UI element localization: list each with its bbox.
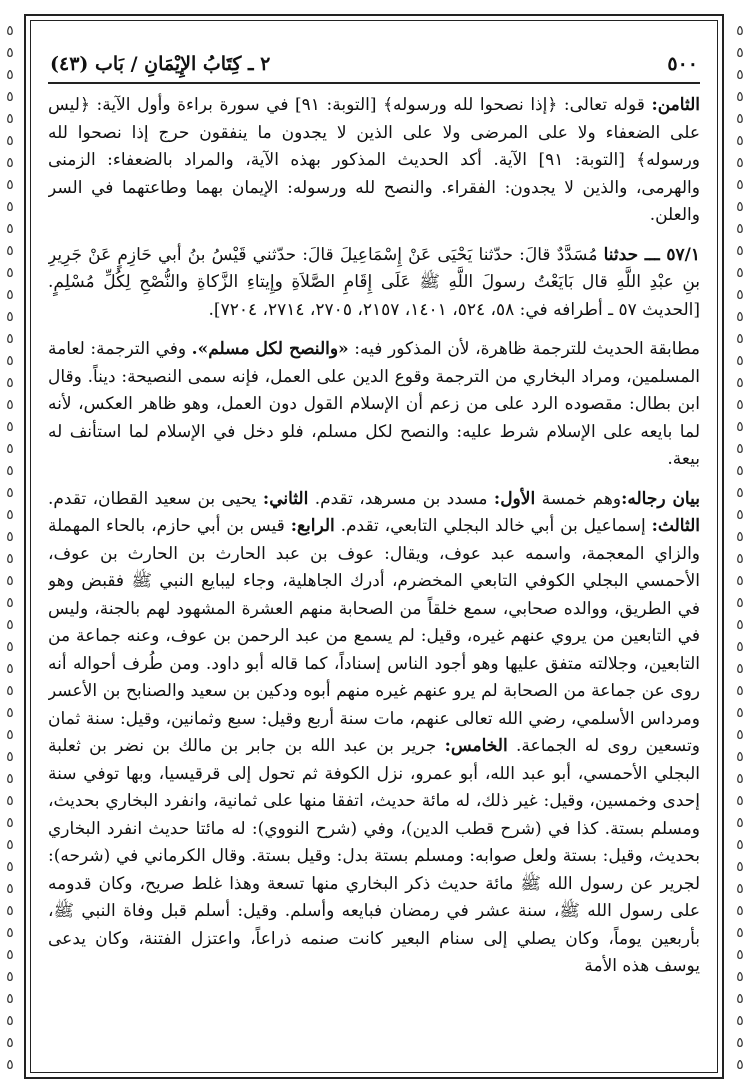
narrator-label: الرابع: xyxy=(290,516,335,536)
chapter-correspondence-paragraph xyxy=(48,336,700,474)
commentary-paragraph-eighth xyxy=(48,92,700,230)
page-number: ٥٠٠ xyxy=(667,53,698,75)
hadith-text: مُسَدَّدٌ قالَ: حدّثنا يَحْيَى عَنْ إِسْمَاعِيلَ قالَ: حدّثني قَيْسُ بنُ أبي حَازِمٍ عَنْ جَرِيرِ بنِ عبْدِ اللَّهِ قال بَايَعْتُ رسولَ اللَّهِ ﷺ عَلَى إِقَامِ الصَّلاَةِ وإِيتاءِ الزَّكاةِ والنُّصْحِ لِكُلِّ مُسْلِمٍ. [الحديث ٥٧ ـ أطرافه في: ٥٨، ٥٢٤، ١٤٠١، ٢١٥٧، ٢٧٠٥، ٢٧١٤، ٧٢٠٤]. xyxy=(48,244,700,320)
paragraph-text: وفي الترجمة: لعامة المسلمين، ومراد البخاري من الترجمة وقوع الدين على العمل، فإنه سمى النصيحة: ديناً. وقال ابن بطال: مقصوده الرد على من زعم أن الإسلام القول دون العمل، وهو ظاهر العكس، لأنه لما بايعه على الإسلام شرط عليه: والنصح لكل مسلم، فلو دخل في الإسلام لما استأنف له بيعة. xyxy=(48,339,700,469)
page-header xyxy=(48,50,700,84)
paragraph-text: مطابقة الحديث للترجمة ظاهرة، لأن المذكور فيه: xyxy=(348,339,700,359)
paragraph-text: قيس بن أبي حازم، بالحاء المهملة والزاي المعجمة، واسمه عبد عوف، ويقال: عوف بن عبد الحارث بن الحارث بن عوف، الأحمسي البجلي الكوفي التابعي المخضرم، أدرك الجاهلية، وجاء ليبايع النبي ﷺ فقبض وهو في الطريق، ووالده صحابي، سمع خلقاً من الصحابة منهم العشرة المشهود لهم بالجنة، وليس في التابعين من يروي عنهم غيره، وقيل: لم يسمع من عبد الرحمن بن عوف، وعنه جماعة من التابعين، وجلالته متفق عليها وهو أجود الناس إسناداً، كما قاله أبو داود. ومن طُرف أحواله أنه روى عن جماعة من الصحابة لم يرو عنهم غيره منهم أبوه ودكين بن سعيد والصنابح بن الأعسر ومرداس الأسلمي، رضي الله تعالى عنهم، مات سنة أربع وقيل: سبع وثمانين، وقيل: سنة ثمان وتسعين روى له الجماعة. xyxy=(48,516,700,756)
quoted-phrase: «والنصح لكل مسلم». xyxy=(191,339,349,359)
book-chapter-title: ٢ ـ كِتَابُ الإِيْمَانِ / بَاب (٤٣) xyxy=(50,53,271,75)
paragraph-lead: الثامن: xyxy=(651,95,700,115)
paragraph-text: وهم خمسة xyxy=(535,488,622,509)
paragraph-text: قوله تعالى: ﴿إذا نصحوا لله ورسوله﴾ [التوبة: ٩١] في سورة براءة وأول الآية: ﴿ليس على الضعفاء ولا على المرضى ولا على الذين لا يجدون ما ينفقون حرج إذا نصحوا لله ورسوله﴾ [التوبة: ٩١] الآية. أكد الحديث المذكور بهذه الآية، والمراد بالضعفاء: الزمنى والهرمى، والذين لا يجدون: الفقراء. والنصح لله ورسوله: الإيمان بهما وطاعتهما في السر والعلن. xyxy=(48,95,700,225)
narrator-label: الأول: xyxy=(493,488,536,509)
paragraph-text: مسدد بن مسرهد، تقدم. xyxy=(308,488,494,509)
left-edge-ornament: ٥ ٥ ٥ ٥ ٥ ٥ ٥ ٥ ٥ ٥ ٥ ٥ ٥ ٥ ٥ ٥ ٥ ٥ ٥ ٥ ٥ ٥ ٥ ٥ ٥ ٥ ٥ ٥ ٥ ٥ ٥ ٥ ٥ ٥ ٥ ٥ ٥ ٥ ٥ ٥ ٥ ٥ ٥ ٥ ٥ ٥ ٥ ٥ xyxy=(5,23,15,1070)
section-heading: بيان رجاله: xyxy=(621,488,700,509)
document-page xyxy=(48,50,700,1078)
narrator-label: الثالث: xyxy=(651,516,700,536)
paragraph-text: جرير بن عبد الله بن جابر بن مالك بن نضر بن ثعلبة البجلي الأحمسي، أبو عبد الله، أبو عمرو، نزل الكوفة ثم تحول إلى قرقيسيا، وبها توفي سنة إحدى وخمسين، وقيل: غير ذلك، له مائة حديث، اتفقا منها على ثمانية، وانفرد البخاري بحديث، ومسلم بستة. كذا في (شرح قطب الدين)، وفي (شرح النووي): له مائتا حديث انفرد البخاري بحديث، وقيل: بستة ولعل صوابه: ومسلم بستة بدل: وقيل بستة. وقال الكرماني في (شرحه): لجرير عن رسول الله ﷺ مائة حديث ذكر البخاري منها تسعة وهذا غلط صريح، وكان قدومه على رسول الله ﷺ، سنة عشر في رمضان فبايعه وأسلم. وقيل: أسلم قبل وفاة النبي ﷺ، بأربعين يوماً، وكان يصلي إلى سنام البعير كانت صنمه ذراعاً، واعتزل الفتنة، وكان يدعى يوسف هذه الأمة xyxy=(48,736,700,976)
narrator-label: الخامس: xyxy=(444,736,508,756)
hadith-number: ٥٧/١ ـــ حدثنا xyxy=(603,244,700,265)
right-edge-ornament: ٥ ٥ ٥ ٥ ٥ ٥ ٥ ٥ ٥ ٥ ٥ ٥ ٥ ٥ ٥ ٥ ٥ ٥ ٥ ٥ ٥ ٥ ٥ ٥ ٥ ٥ ٥ ٥ ٥ ٥ ٥ ٥ ٥ ٥ ٥ ٥ ٥ ٥ ٥ ٥ ٥ ٥ ٥ ٥ ٥ ٥ ٥ ٥ xyxy=(735,23,745,1070)
paragraph-text: إسماعيل بن أبي خالد البجلي التابعي، تقدم. xyxy=(334,516,652,536)
narrator-label: الثاني: xyxy=(262,488,309,509)
paragraph-text: يحيى بن سعيد القطان، تقدم. xyxy=(48,488,263,509)
hadith-text-paragraph xyxy=(48,242,700,325)
narrators-paragraph xyxy=(48,486,700,981)
